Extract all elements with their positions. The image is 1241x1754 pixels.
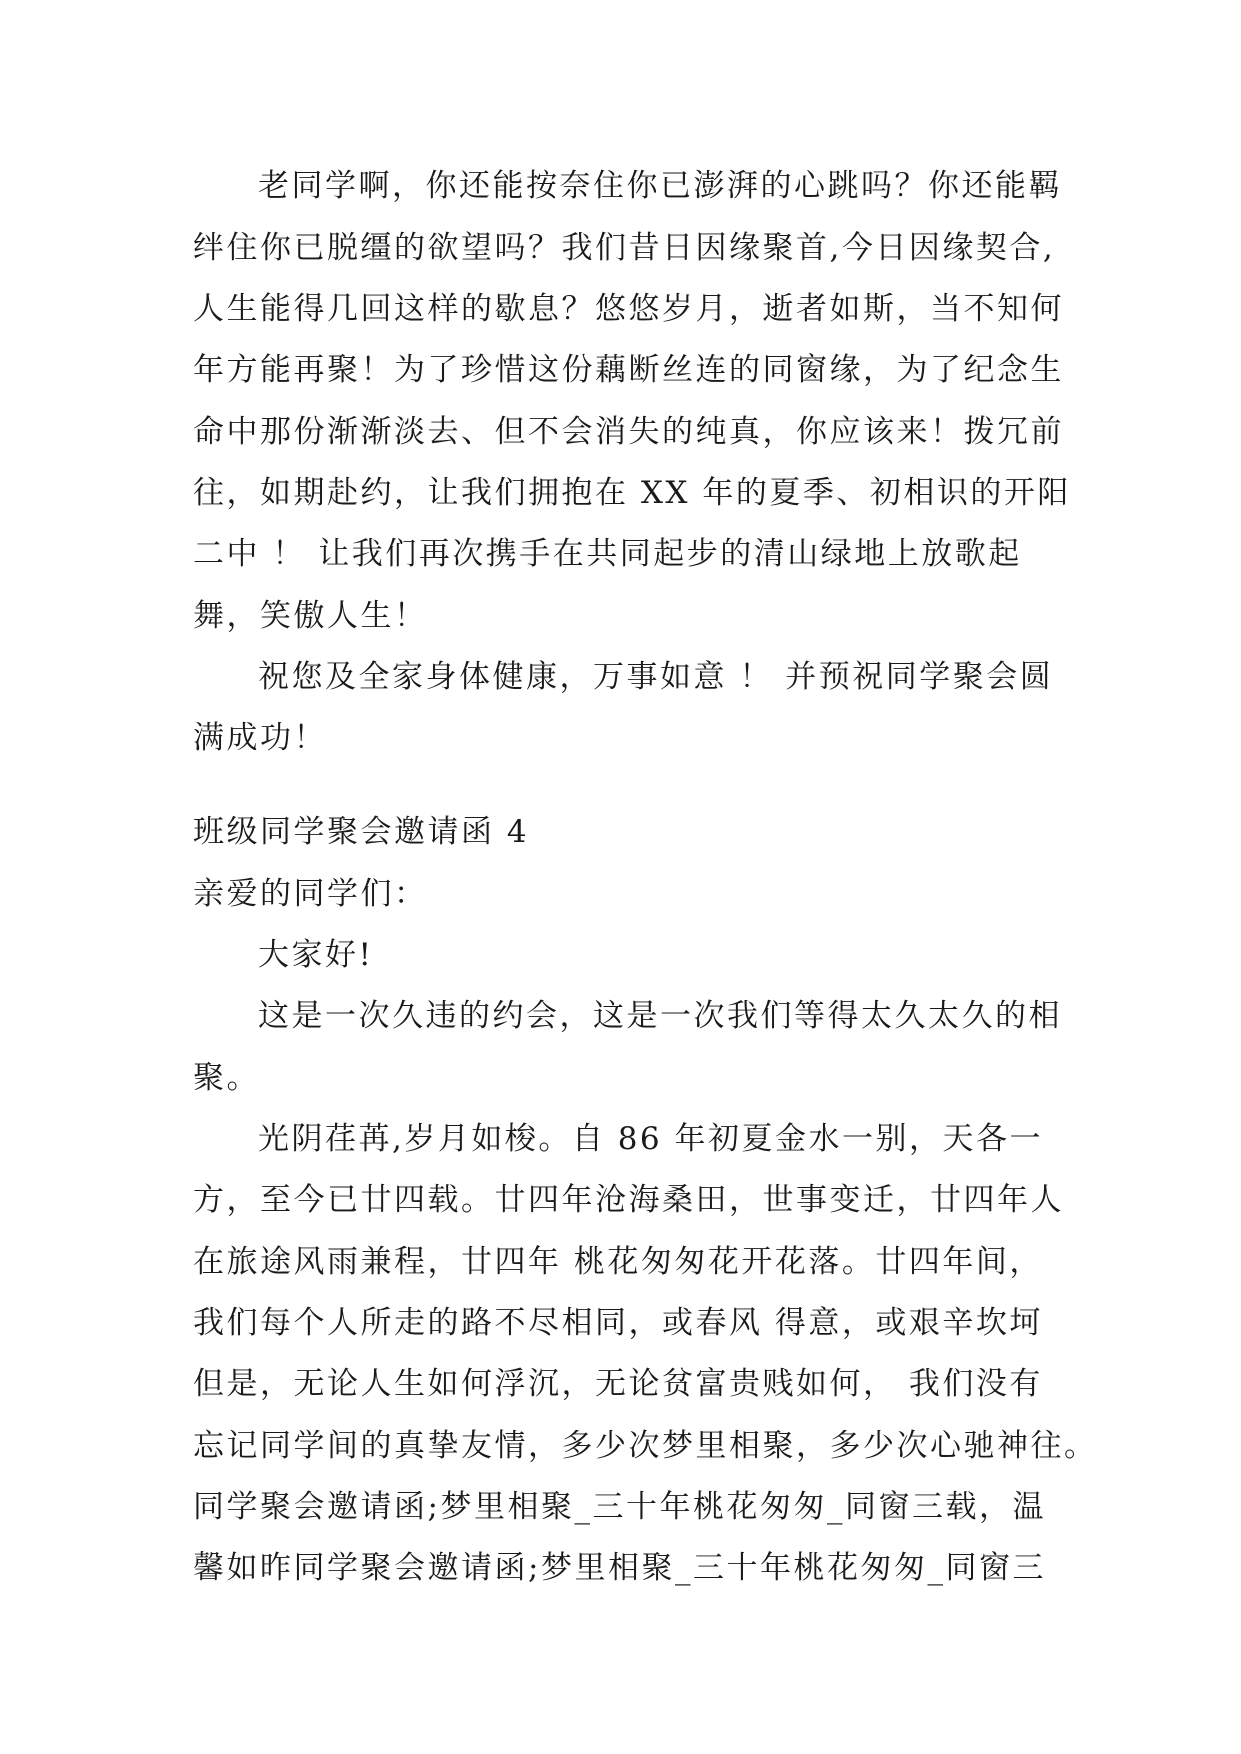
body-line: 往，如期赴约，让我们拥抱在 XX 年的夏季、初相识的开阳 — [193, 475, 1071, 511]
body-line: 我们每个人所走的路不尽相同，或春风 得意，或艰辛坎坷 — [193, 1305, 1043, 1341]
greeting: 大家好! — [258, 937, 374, 973]
body-line: 人生能得几回这样的歇息？悠悠岁月，逝者如斯，当不知何 — [193, 291, 1064, 327]
section-title: 班级同学聚会邀请函 4 — [193, 814, 530, 850]
body-line: 馨如昨同学聚会邀请函;梦里相聚_三十年桃花匆匆_同窗三 — [193, 1550, 1046, 1586]
body-line: 满成功！ — [193, 720, 327, 756]
body-line: 同学聚会邀请函;梦里相聚_三十年桃花匆匆_同窗三载，温 — [193, 1489, 1046, 1525]
body-line: 这是一次久违的约会，这是一次我们等得太久太久的相 — [258, 998, 1062, 1034]
body-line: 二中 ！ 让我们再次携手在共同起步的清山绿地上放歌起 — [193, 536, 1022, 572]
body-line: 年方能再聚！为了珍惜这份藕断丝连的同窗缘，为了纪念生 — [193, 352, 1064, 388]
body-line: 光阴荏苒,岁月如梭。自 86 年初夏金水一别，天各一 — [258, 1121, 1044, 1157]
body-line: 命中那份渐渐淡去、但不会消失的纯真，你应该来！拨冗前 — [193, 414, 1064, 450]
body-line: 聚。 — [193, 1060, 260, 1096]
salutation: 亲爱的同学们： — [193, 876, 428, 912]
body-line: 在旅途风雨兼程，廿四年 桃花匆匆花开花落。廿四年间， — [193, 1244, 1043, 1280]
body-line: 舞，笑傲人生！ — [193, 598, 428, 634]
body-line: 绊住你已脱缰的欲望吗？我们昔日因缘聚首,今日因缘契合, — [193, 230, 1056, 266]
body-line: 方，至今已廿四载。廿四年沧海桑田，世事变迁，廿四年人 — [193, 1182, 1064, 1218]
body-line: 祝您及全家身体健康，万事如意 ！ 并预祝同学聚会圆 — [258, 659, 1054, 695]
body-line: 忘记同学间的真挚友情，多少次梦里相聚，多少次心驰神往。 — [193, 1428, 1098, 1464]
body-line: 老同学啊，你还能按奈住你已澎湃的心跳吗？你还能羁 — [258, 168, 1062, 204]
body-line: 但是，无论人生如何浮沉，无论贫富贵贱如何， 我们没有 — [193, 1366, 1043, 1402]
